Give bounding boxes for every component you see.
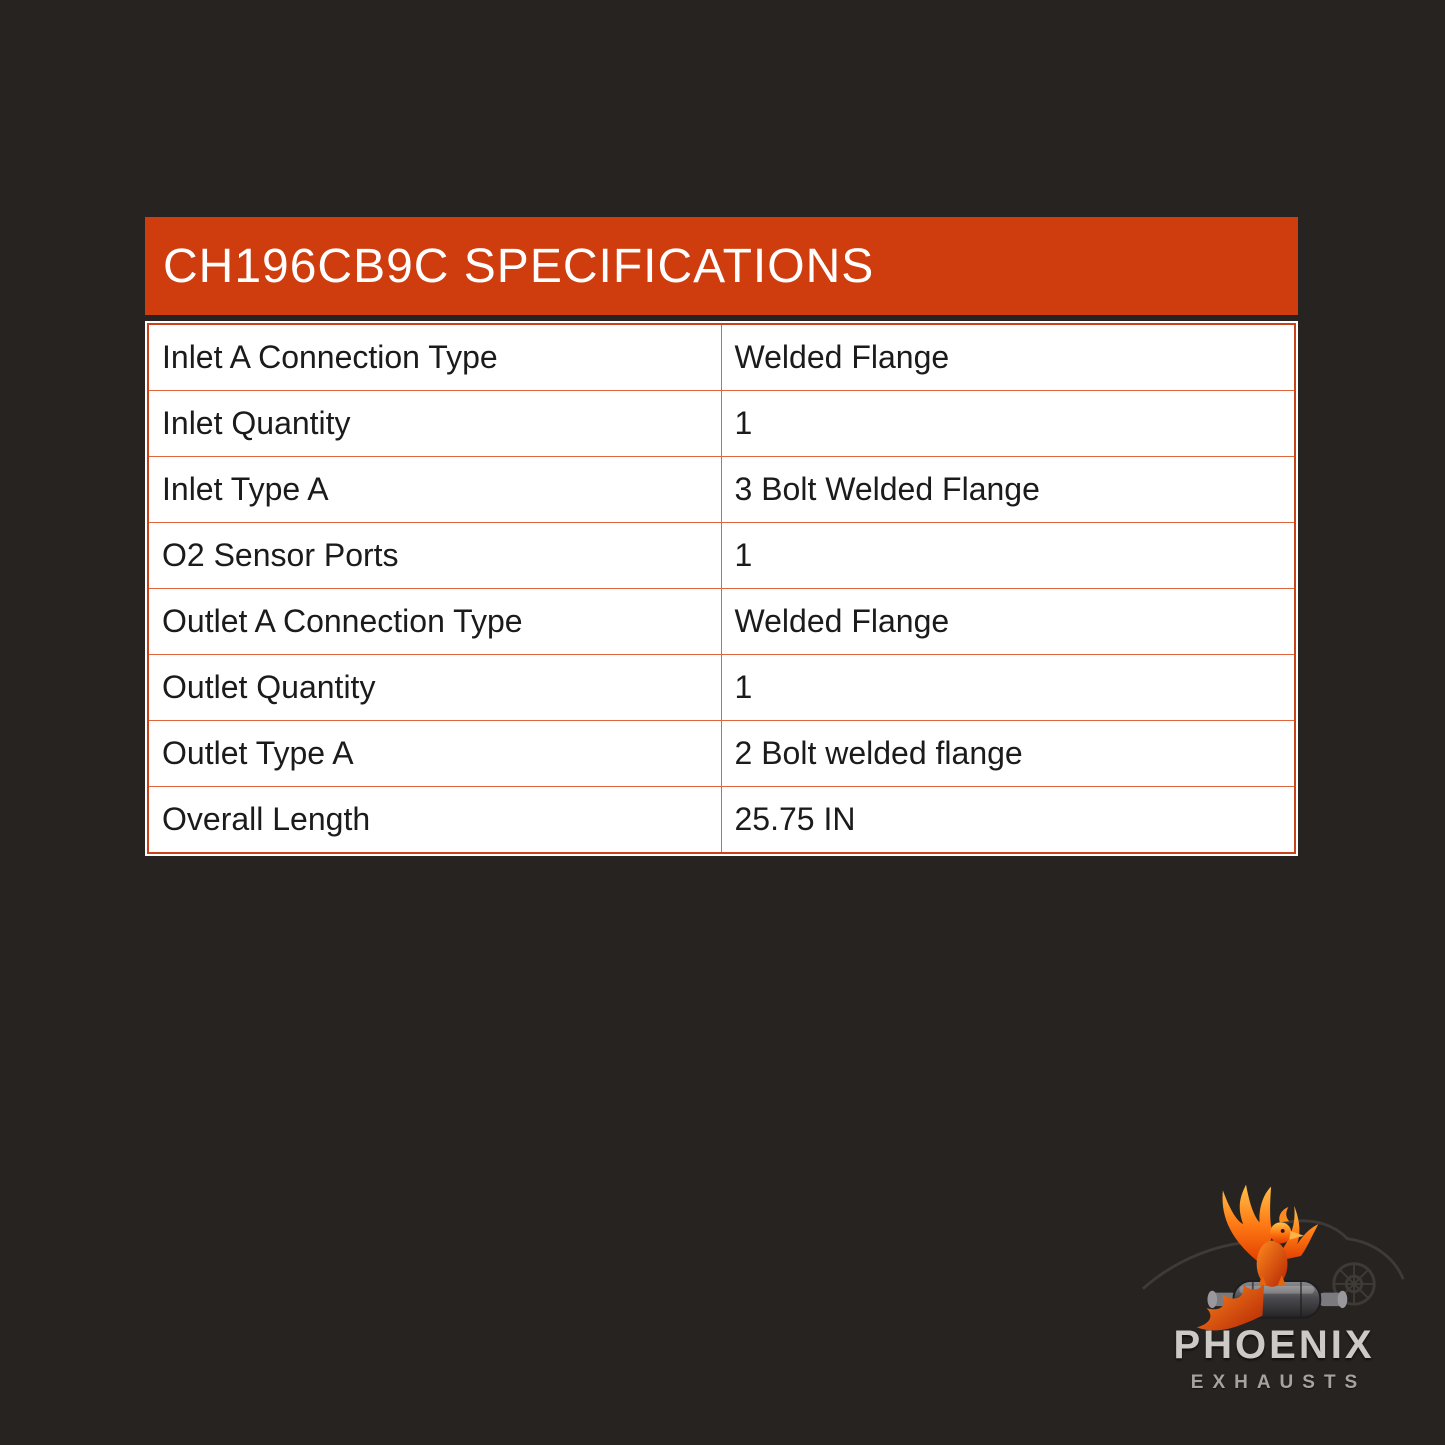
spec-value: 3 Bolt Welded Flange [734,471,1040,507]
table-row [149,654,1294,720]
spec-title: CH196CB9C SPECIFICATIONS [163,239,875,293]
spec-value: Welded Flange [734,339,950,375]
spec-label: Overall Length [149,787,722,852]
spec-value: 1 [734,405,753,441]
spec-value: Welded Flange [734,603,950,639]
table-row [149,522,1294,588]
spec-label: Outlet Quantity [149,655,722,720]
table-row [149,588,1294,654]
spec-label: Outlet A Connection Type [149,589,722,654]
spec-label: Outlet Type A [149,721,722,786]
spec-label: Inlet A Connection Type [149,325,722,390]
table-row [149,720,1294,786]
spec-label: Inlet Type A [149,457,722,522]
spec-value: 2 Bolt welded flange [734,735,1023,771]
brand-subtitle: EXHAUSTS [1190,1372,1367,1393]
spec-label: Inlet Quantity [149,391,722,456]
spec-card [145,217,1298,856]
brand-logo [1128,1175,1420,1394]
table-row [149,325,1294,390]
table-row [149,456,1294,522]
spec-header [145,217,1298,315]
spec-value: 25.75 IN [734,801,856,837]
spec-label: O2 Sensor Ports [149,523,722,588]
spec-table-grid [147,323,1296,854]
table-row [149,390,1294,456]
brand-name: PHOENIX [1173,1323,1375,1367]
spec-value: 1 [734,669,753,705]
table-row [149,786,1294,852]
spec-value: 1 [734,537,753,573]
spec-table [145,321,1298,856]
phoenix-logo-icon [1129,1175,1419,1337]
